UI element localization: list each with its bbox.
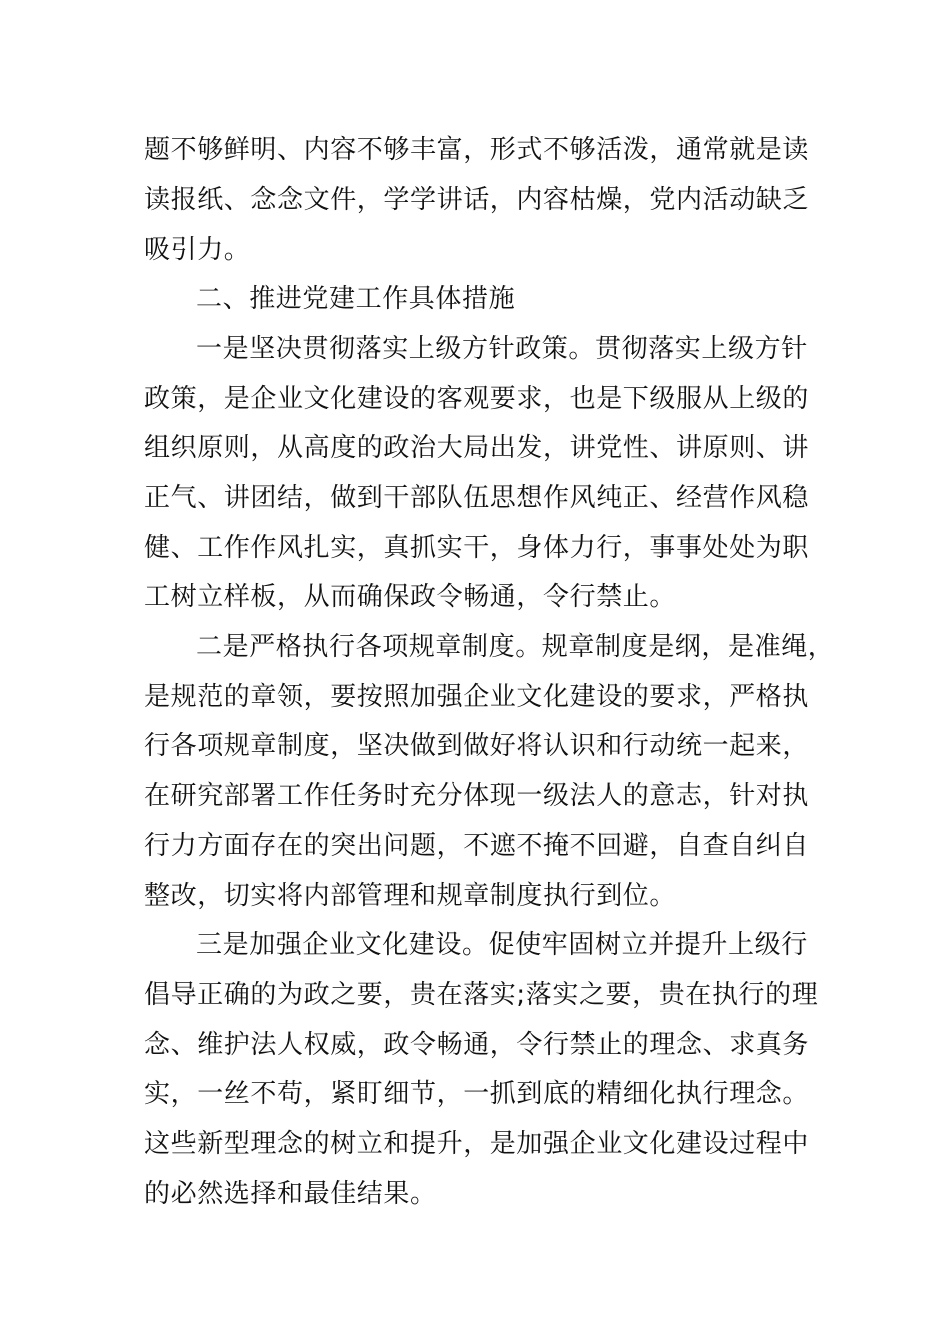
body-text-line: 题不够鲜明、内容不够丰富，形式不够活泼，通常就是读 bbox=[144, 135, 810, 165]
body-text-line: 实，一丝不苟，紧盯细节，一抓到底的精细化执行理念。 bbox=[144, 1079, 810, 1109]
body-text-line: 组织原则，从高度的政治大局出发，讲党性、讲原则、讲 bbox=[144, 433, 810, 463]
body-text-line: 在研究部署工作任务时充分体现一级法人的意志，针对执 bbox=[144, 781, 810, 811]
section-heading: 二、推进党建工作具体措施 bbox=[196, 284, 516, 314]
body-text-line: 读报纸、念念文件，学学讲话，内容枯燥，党内活动缺乏 bbox=[144, 185, 810, 215]
body-text-line: 念、维护法人权威，政令畅通，令行禁止的理念、求真务 bbox=[144, 1030, 810, 1060]
body-text-line: 正气、讲团结，做到干部队伍思想作风纯正、经营作风稳 bbox=[144, 483, 810, 513]
body-text-line: 工树立样板，从而确保政令畅通，令行禁止。 bbox=[144, 582, 677, 612]
body-text-line: 整改，切实将内部管理和规章制度执行到位。 bbox=[144, 881, 677, 911]
body-text-line: 行力方面存在的突出问题，不遮不掩不回避，自查自纠自 bbox=[144, 831, 810, 861]
body-text-line: 政策，是企业文化建设的客观要求，也是下级服从上级的 bbox=[144, 384, 810, 414]
body-text-line: 这些新型理念的树立和提升，是加强企业文化建设过程中 bbox=[144, 1129, 810, 1159]
body-text-line: 的必然选择和最佳结果。 bbox=[144, 1179, 437, 1209]
body-text-line: 是规范的章领，要按照加强企业文化建设的要求，严格执 bbox=[144, 682, 810, 712]
body-text-line: 三是加强企业文化建设。促使牢固树立并提升上级行 bbox=[196, 930, 808, 960]
body-text-line: 健、工作作风扎实，真抓实干，身体力行，事事处处为职 bbox=[144, 533, 810, 563]
body-text-line: 二是严格执行各项规章制度。规章制度是纲，是准绳， bbox=[196, 632, 835, 662]
body-text-line: 倡导正确的为政之要，贵在落实;落实之要，贵在执行的理 bbox=[144, 980, 819, 1010]
body-text-line: 吸引力。 bbox=[144, 235, 251, 265]
body-text-line: 一是坚决贯彻落实上级方针政策。贯彻落实上级方针 bbox=[196, 334, 808, 364]
body-text-line: 行各项规章制度，坚决做到做好将认识和行动统一起来， bbox=[144, 731, 810, 761]
